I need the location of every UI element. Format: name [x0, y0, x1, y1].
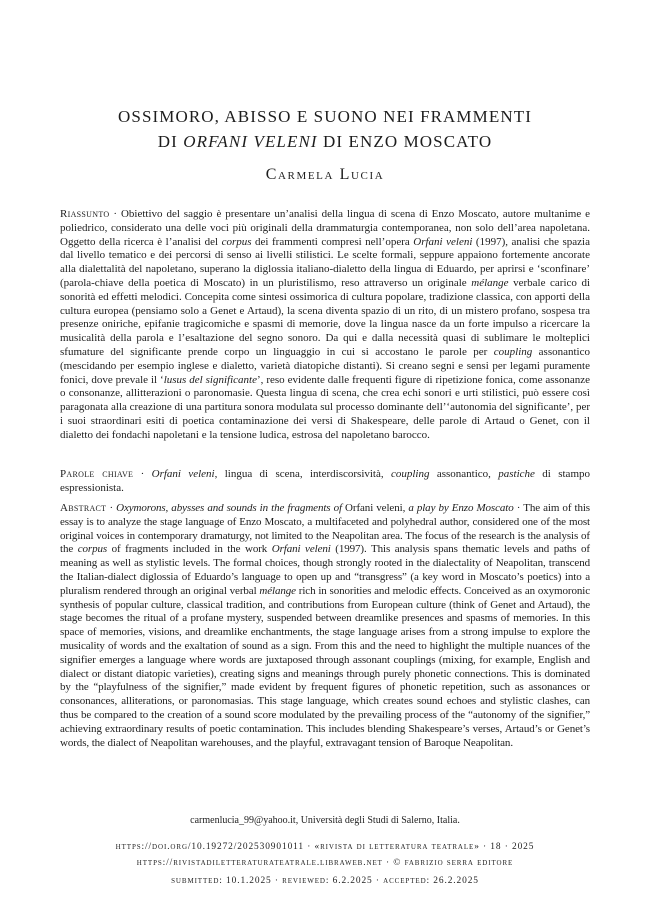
author-contact: carmenlucia_99@yahoo.it, Università degli Studi di Salerno, Italia. [190, 815, 460, 826]
abstract-text-1: The aim of this essay is to analyze the stage language of Enzo Moscato, a multifaceted and polyhedral author, considered one of the most original voices in contemporary dramaturgy, not limited to the Neapolitan area. The focus of the research is the analysis of the [60, 502, 590, 556]
doi-line: https://doi.org/10.19272/202530901011 · «rivista di letteratura teatrale» · 18 · 2025 [115, 842, 535, 852]
riassunto-text-3: (1997), analisi che spazia dal livello tematico e dei percorsi di senso ai livelli stilistici. Le scelte formali, seppure appaiono fortemente ancorate alla dialettalità del napoletano, superano la diglossia italiano-dialetto della lingua di Eduardo, per aprirsi e ‘sconfinare’ (parola-chiave della poetica di Moscato) in un pluristilismo, reso attraverso un originale [60, 235, 590, 289]
keywords-italic-3: pastiche [498, 468, 535, 480]
author-name: Carmela Lucia [265, 166, 385, 183]
abstract-sep: · [106, 502, 117, 514]
abstract-title-italic: Oxymorons, abysses and sounds in the fragments of [116, 502, 342, 514]
abstract-italic-2: Orfani veleni [271, 543, 331, 556]
abstract-text-4: rich in sonorities and melodic effects. Conceived as an oxymoronic synthesis of popular culture, classical tradition, and contributions from European culture (think of Genet and Artaud), the stage becomes the ritual of a profane mystery, suspended between dreamlike presences and spasms of memories. In this space of memories, visions, and dreamlike enchantments, the stage language arises from a strong impulse to explore the musicality of words and the exaltation of sound as a sign. From this and the need to highlight the multiple nuances of the signifier emerges a language where words are juxtaposed through assonant couplings (mixing, for example, English and dialect or distant diatopic varieties), creating signs and meanings through purely phonetic connections. This is dominated by the “playfulness of the signifier,” made evident by frequent figures of phonetic repetition, such as assonances or consonances, alliterations, or paronomasias. This stage language, which creates sound echoes and stylistic clashes, can thus be compared to the creation of a sound score modulated by the prevailing process of the “autonomy of the signifier,” achieving extraordinary results of poetic contamination. This includes blending Shakespeare’s verses, Artaud’s or Genet’s words, the dialect of Neapolitan warehouses, and the playful, extravagant tension of Baroque Neapolitan. [60, 584, 591, 749]
riassunto-label: Riassunto [60, 208, 110, 220]
keywords-text-1: , lingua di scena, interdiscorsività, [214, 468, 391, 480]
keywords-italic-2: coupling [390, 468, 430, 480]
riassunto-sep: · [109, 208, 121, 220]
abstract-italic-3: mélange [259, 584, 296, 597]
riassunto-italic-2: Orfani veleni [413, 235, 473, 248]
keywords-label: Parole chiave [60, 468, 134, 480]
keywords-text-3: di stampo espressionista. [60, 468, 590, 494]
riassunto-italic-1: corpus [221, 235, 252, 248]
abstract-paragraph [60, 502, 590, 750]
abstract-text-2: of fragments included in the work [107, 543, 272, 556]
title-line-1: OSSIMORO, ABISSO E SUONO NEI FRAMMENTI [118, 107, 532, 126]
riassunto-italic-5: lusus del significante [163, 373, 257, 386]
keywords-text-2: assonantico, [429, 468, 499, 480]
publisher-line: https://rivistadiletteraturateatrale.libraweb.net · © fabrizio serra editore [136, 858, 514, 868]
riassunto-italic-4: coupling [493, 345, 533, 358]
abstract-sep-2: · [513, 502, 524, 514]
keywords-sep: · [133, 468, 152, 480]
keywords-paragraph [60, 468, 590, 496]
riassunto-text-2: dei frammenti compresi nell’opera [251, 235, 414, 248]
riassunto-text-1: Obiettivo del saggio è presentare un’analisi della lingua di scena di Enzo Moscato, autore multanime e poliedrico, considerato una delle voci più originali della drammaturgia contemporanea, non solo dell’area napoletana. Oggetto della ricerca è l’analisi del [60, 208, 591, 248]
abstract-title-italic-2: , a play by Enzo Moscato [402, 502, 514, 514]
riassunto-paragraph [60, 208, 590, 443]
title-line-2-prefix: DI [157, 132, 184, 151]
title-line-2-suffix: DI ENZO MOSCATO [317, 132, 493, 151]
riassunto-text-4: verbale carico di sonorità ed effetti melodici. Concepita come sintesi ossimorica di cultura popolare, tradizione classica, con apporti della cultura europea (pensiamo solo a Genet e Artaud), la scena diventa spazio di un rito, di un mistero profano, sospesa tra presenze oniriche, epifanie tragicomiche e spasmi di memorie, dove la lingua nasce da un forte impulso a ricercare la musicalità della parola e l’esaltazione del segno sonoro. Da qui e dalla necessità quasi di sublimare le molteplici sfumature del significante prende corpo un linguaggio in cui si accostano le parole per [60, 276, 590, 358]
riassunto-italic-3: mélange [471, 276, 509, 289]
article-title [40, 104, 610, 154]
submission-dates: submitted: 10.1.2025 · reviewed: 6.2.2025 · accepted: 26.2.2025 [171, 876, 479, 886]
abstract-italic-1: corpus [77, 543, 108, 556]
abstract-label: Abstract [60, 502, 107, 514]
title-line-2-italic: ORFANI VELENI [183, 132, 318, 151]
riassunto-text-5: assonantico (mescidando per esempio inglese e dialetto, varietà diatopiche distanti). Si creano segni e sensi per legami puramente fonici, dove prevale il ‘ [60, 345, 590, 386]
abstract-title-roman: Orfani veleni [341, 502, 403, 514]
keywords-italic-1: Orfani veleni [151, 468, 215, 480]
abstract-text-3: (1997). This analysis spans thematic levels and paths of meaning as well as stylistic levels. The formal choices, though strongly rooted in the dialectality of Neapolitan, transcend the Italian-dialect diglossia of Eduardo’s language to open up and “transgress” (a key word in Moscato’s poetics) into a pluralism rendered through an original verbal [60, 543, 590, 597]
riassunto-text-6: ’, reso evidente dalle frequenti figure di ripetizione fonica, come assonanze o consonanze, allitterazioni o paronomasie. Questa lingua di scena, che crea echi sonori e urti stilistici, può essere così paragonata alla creazione di una partitura sonora modulata sul processo dominante dell’‘autonomia del significante’, per i suoi straordinari esiti di poetica contaminazione dei versi di Shakespeare, delle parole di Artaud o Genet, con il dialetto dei fondachi napoletani e la tensione ludica, estrosa del napoletano barocco. [60, 373, 590, 441]
